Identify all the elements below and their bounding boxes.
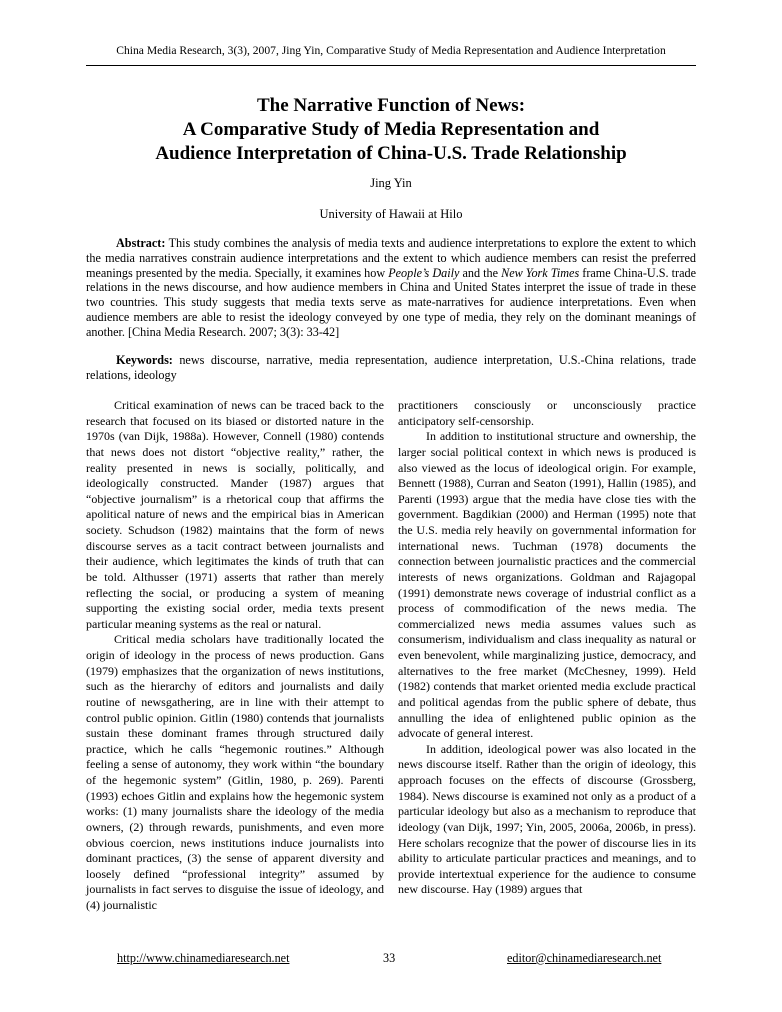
page-number: 33	[383, 951, 396, 965]
title-line-2: A Comparative Study of Media Representation and	[182, 119, 600, 140]
keywords-text: news discourse, narrative, media representation, audience interpretation, U.S.-China relations, trade relations, ideology	[86, 353, 696, 382]
author-name: Jing Yin	[370, 176, 412, 190]
paper-title	[86, 94, 696, 166]
title-line-1: The Narrative Function of News:	[256, 95, 526, 116]
keywords-label: Keywords:	[116, 353, 173, 367]
body-paragraph: Critical examination of news can be traced back to the research that focused on its biased or distorted nature in the 1970s (van Dijk, 1988a). However, Connell (1980) contends that news does not distort “objective reality,” rather, the reality presented in news is socially, politically, and ideologically constructed. Mander (1987) argues that “objective journalism” is a rhetorical coup that affirms the apolitical nature of news and the empirical bias in American society. Schudson (1982) maintains that the form of news discourse serves as a tacit contract between journalists and their audience, which legitimates the kinds of truth that can be told. Althusser (1971) asserts that rather than merely reflecting the social, or producing a system of meaning supporting the existing social order, media texts present particular meaning systems as the real or natural.	[86, 398, 384, 631]
footer-website-link[interactable]: http://www.chinamediaresearch.net	[117, 951, 290, 965]
body-column-right	[398, 398, 696, 898]
abstract-italic-nyt: New York Times	[501, 265, 580, 280]
author-affiliation: University of Hawaii at Hilo	[319, 207, 463, 221]
footer-email-link[interactable]: editor@chinamediaresearch.net	[507, 951, 662, 965]
body-paragraph: In addition to institutional structure and ownership, the larger social political context in which news is produced is also viewed as the locus of ideological origin. For example, Bennett (1988), Curran and Seaton (1991), Hallin (1985), and Parenti (1993) argue that the media have close ties with the government. Bagdikian (2000) and Herman (1995) note that the U.S. media rely heavily on governmental information for international news. Tuchman (1978) documents the connection between journalistic practices and the commercial interests of news organizations. Goldman and Rajagopal (1991) demonstrate news coverage of industrial conflict as a process of commodification of the news media. The commercialized news media assumes values such as consumerism, individualism and class inequality as natural or even benevolent, while marginalizing justice, democracy, and alternatives to the free market (McChesney, 1999). Held (1982) contends that market oriented media exclude practical and political agendas from the public sphere of debate, thus annulling the idea of enlightened public opinion as the advocate of general interest.	[398, 429, 696, 741]
abstract-text-3: frame China-U.S. trade relations in the news discourse, and how audience members in China and United States interpret the issue of trade in these two countries. This study suggests that media texts serve as mate-narratives for audience interpretations. Even when audience members are able to resist the ideology conveyed by one type of media, they rely on the dominant meanings of another. [China Media Research. 2007; 3(3): 33-42]	[86, 265, 696, 339]
abstract-text-1: This study combines the analysis of media texts and audience interpretations to explore the extent to which the media narratives constrain audience interpretations and the extent to which audience members can resist the preferred meanings presented by the media. Specially, it examines how	[86, 236, 696, 280]
keywords	[86, 353, 696, 383]
abstract-italic-peoples-daily: People’s Daily	[388, 265, 460, 280]
body-column-left	[86, 398, 384, 914]
title-line-3: Audience Interpretation of China-U.S. Trade Relationship	[155, 143, 627, 164]
header-rule	[86, 65, 696, 66]
running-head: China Media Research, 3(3), 2007, Jing Yin, Comparative Study of Media Representation and Audience Interpretation	[116, 44, 666, 57]
abstract-label: Abstract:	[116, 236, 166, 250]
abstract	[86, 236, 696, 340]
body-paragraph: In addition, ideological power was also located in the news discourse itself. Rather than the origin of ideology, this approach focuses on the effects of discourse (Grossberg, 1984). News discourse is examined not only as a product of a particular ideology but also as a mechanism to reproduce that ideology (van Dijk, 1997; Yin, 2005, 2006a, 2006b, in press). Here scholars recognize that the power of discourse lies in its ability to articulate particular practices and meanings, and to provide intertextual experience for the audience to consume new discourse. Hay (1989) argues that	[398, 741, 696, 897]
body-paragraph: Critical media scholars have traditionally located the origin of ideology in the process of news production. Gans (1979) emphasizes that the organization of news institutions, such as the hierarchy of editors and journalists and daily routine of newsgathering, are in line with their attempt to control public opinion. Gitlin (1980) contends that journalists sustain these dominant frames through structured daily practice, which he calls “hegemonic routines.” Although feeling a sense of autonomy, they work within “the boundary of the hegemonic system” (Gitlin, 1980, p. 269). Parenti (1993) echoes Gitlin and explains how the hegemonic system works: (1) many journalists share the ideology of the media owners, (2) through rewards, punishments, and even more obvious coercion, news institutions induce journalists into dominant practices, (3) the sense of apparent diversity and loosely defined “professional integrity” assumed by journalists in fact serves to disguise the issue of ideology, and (4) journalistic	[86, 632, 384, 912]
abstract-text-2: and the	[459, 265, 502, 280]
body-paragraph-continuation: practitioners consciously or unconsciously practice anticipatory self-censorship.	[398, 398, 696, 428]
